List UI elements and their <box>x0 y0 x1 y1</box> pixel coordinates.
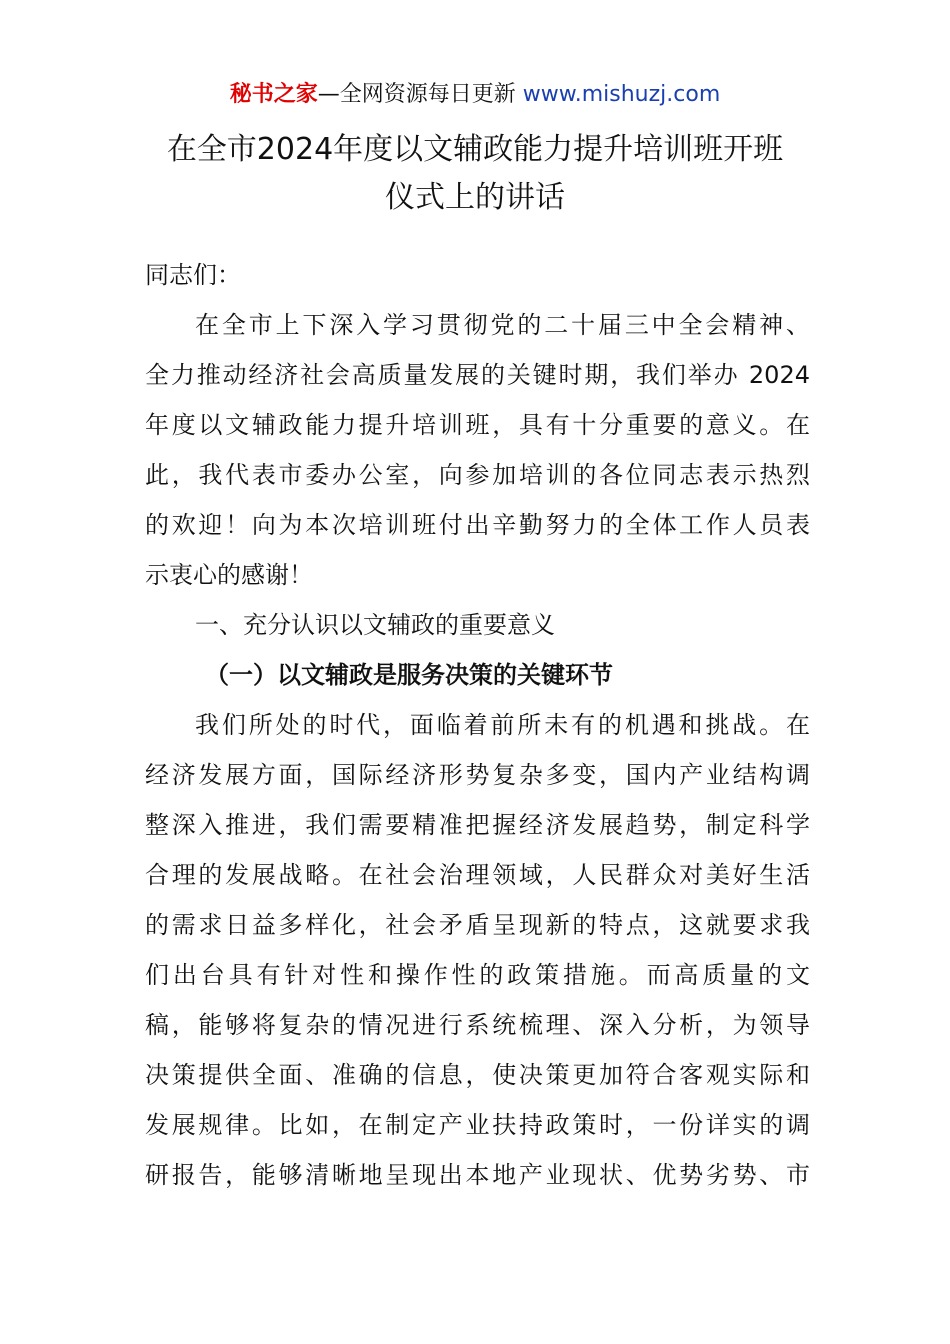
site-header <box>0 80 950 110</box>
paragraph-line: 此，我代表市委办公室，向参加培训的各位同志表示热烈 <box>145 461 810 489</box>
header-tagline: —全网资源每日更新 <box>317 82 523 107</box>
paragraph-line: 发展规律。比如，在制定产业扶持政策时，一份详实的调 <box>145 1111 810 1139</box>
paragraph-line: 合理的发展战略。在社会治理领域，人民群众对美好生活 <box>145 861 810 889</box>
subsection-heading: （一）以文辅政是服务决策的关键环节 <box>205 661 613 689</box>
paragraph-line: 整深入推进，我们需要精准把握经济发展趋势，制定科学 <box>145 811 810 839</box>
paragraph-line: 研报告，能够清晰地呈现出本地产业现状、优势劣势、市 <box>145 1161 810 1189</box>
paragraph-line: 示衷心的感谢！ <box>145 561 313 589</box>
site-url: www.mishuzj.com <box>522 82 721 107</box>
paragraph-line: 的需求日益多样化，社会矛盾呈现新的特点，这就要求我 <box>145 911 810 939</box>
paragraph-line: 年度以文辅政能力提升培训班，具有十分重要的意义。在 <box>145 411 810 439</box>
paragraph-line: 经济发展方面，国际经济形势复杂多变，国内产业结构调 <box>145 761 810 789</box>
paragraph-line: 在全市上下深入学习贯彻党的二十届三中全会精神、 <box>195 311 810 339</box>
paragraph-line: 我们所处的时代，面临着前所未有的机遇和挑战。在 <box>195 711 810 739</box>
paragraph-line: 稿，能够将复杂的情况进行系统梳理、深入分析，为领导 <box>145 1011 810 1039</box>
document-body <box>145 250 810 1200</box>
brand-name: 秘书之家 <box>229 82 318 107</box>
paragraph-line: 的欢迎！向为本次培训班付出辛勤努力的全体工作人员表 <box>145 511 810 539</box>
salutation: 同志们： <box>145 261 241 289</box>
title-line-1: 在全市2024年度以文辅政能力提升培训班开班 <box>166 132 784 167</box>
section-heading: 一、充分认识以文辅政的重要意义 <box>195 611 555 639</box>
title-line-2: 仪式上的讲话 <box>385 180 565 215</box>
document-title <box>100 126 850 222</box>
paragraph-line: 全力推动经济社会高质量发展的关键时期，我们举办 2024 <box>145 361 810 389</box>
paragraph-line: 们出台具有针对性和操作性的政策措施。而高质量的文 <box>145 961 810 989</box>
paragraph-line: 决策提供全面、准确的信息，使决策更加符合客观实际和 <box>145 1061 810 1089</box>
